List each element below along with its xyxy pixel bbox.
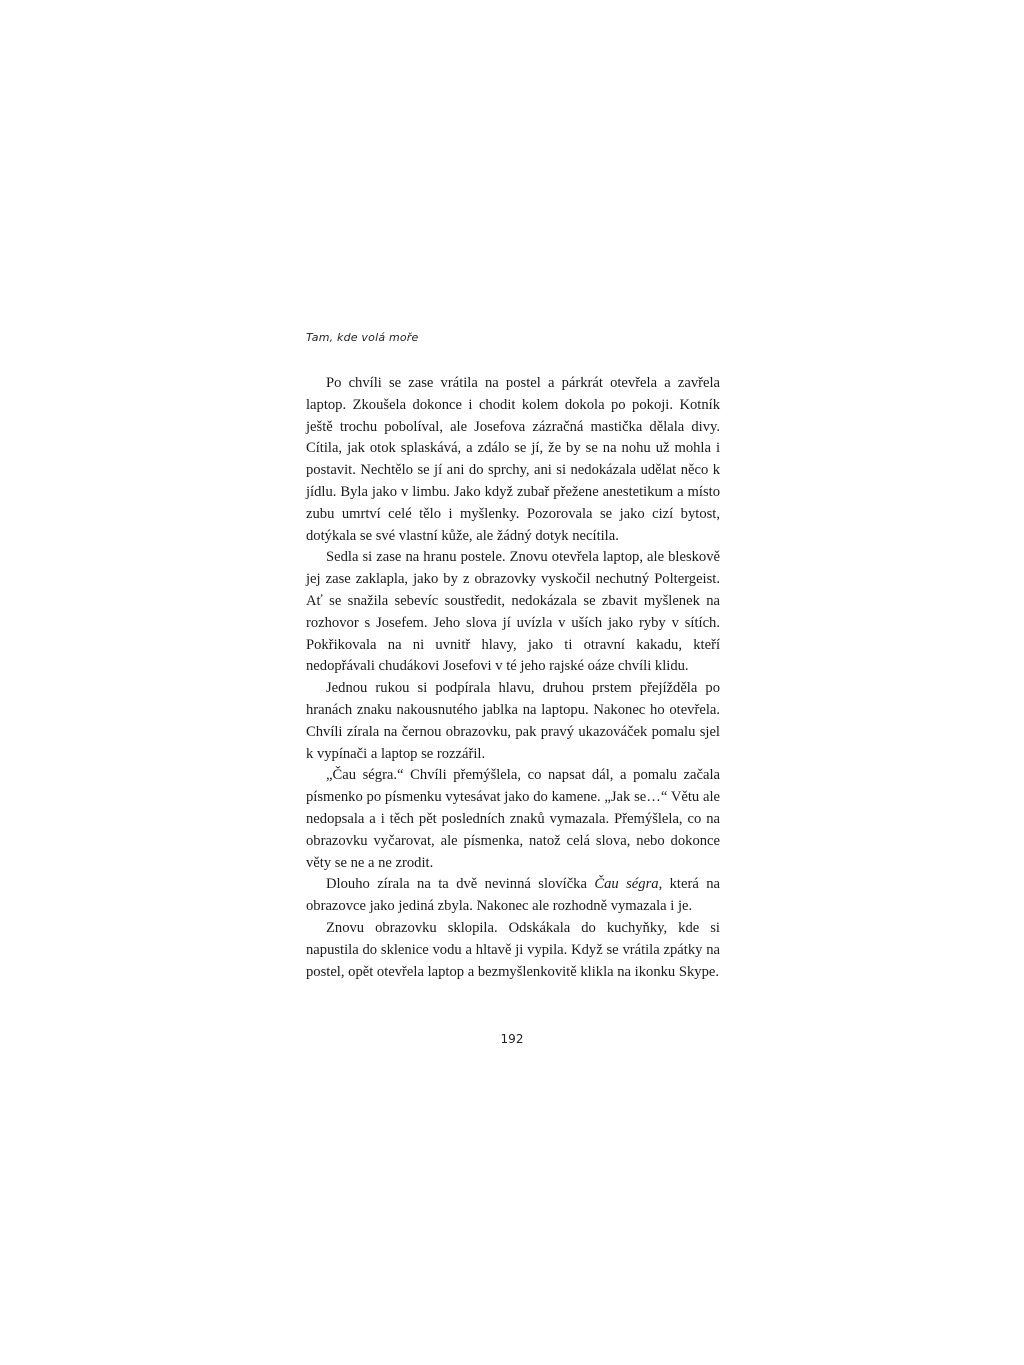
paragraph-text: Dlouho zírala na ta dvě nevinná slovíčka [326,876,595,893]
paragraph: „Čau ségra.“ Chvíli přemýšlela, co napsat dál, a pomalu začala písmenko po písmenku vytesávat jako do kamene. „Jak se…“ Větu ale nedopsala a i těch pět posledních znaků vymazala. Přemýšlela, co na obrazovku vyčarovat, ale písmenka, natož celá slova, nebo dokonce věty se ne a ne zrodit. [306,767,720,871]
running-head: Tam, kde volá moře [306,331,419,344]
page-number: 192 [500,1032,524,1046]
italic-phrase: Čau ségra [594,876,659,893]
body-text [306,373,720,983]
paragraph: Znovu obrazovku sklopila. Odskákala do kuchyňky, kde si napustila do sklenice vodu a hltavě ji vypila. Když se vrátila zpátky na postel, opět otevřela laptop a bezmyšlenkovitě klikla na ikonku Skype. [306,919,720,980]
paragraph: Po chvíli se zase vrátila na postel a párkrát otevřela a zavřela laptop. Zkoušela dokonce i chodit kolem dokola po pokoji. Kotník ještě trochu pobolíval, ale Josefova zázračná mastička dělala divy. Cítila, jak otok splaskává, a zdálo se jí, že by se na nohu už mohla i postavit. Nechtělo se jí ani do sprchy, ani si nedokázala udělat něco k jídlu. Byla jako v limbu. Jako když zubař přežene anestetikum a místo zubu umrtví celé tělo i myšlenky. Pozorovala se jako cizí bytost, dotýkala se své vlastní kůže, ale žádný dotyk necítila. [306,375,720,544]
paragraph: Sedla si zase na hranu postele. Znovu otevřela laptop, ale bleskově jej zase zaklapla, jako by z obrazovky vyskočil nechutný Poltergeist. Ať se snažila sebevíc soustředit, nedokázala se zbavit myšlenek na rozhovor s Josefem. Jeho slova jí uvízla v uších jako ryby v sítích. Pokřikovala na ni uvnitř hlavy, jako ti otravní kakadu, kteří nedopřávali chudákovi Josefovi v té jeho rajské oáze chvíli klidu. [306,549,720,675]
paragraph: Jednou rukou si podpírala hlavu, druhou prstem přejížděla po hranách znaku nakousnutého jablka na laptopu. Nakonec ho otevřela. Chvíli zírala na černou obrazovku, pak pravý ukazováček pomalu sjel k vypínači a laptop se rozzářil. [306,680,720,762]
paragraph [306,874,720,918]
paragraph-text: , která na obrazovce jako jediná zbyla. Nakonec ale rozhodně vymazala i je. [306,876,721,915]
